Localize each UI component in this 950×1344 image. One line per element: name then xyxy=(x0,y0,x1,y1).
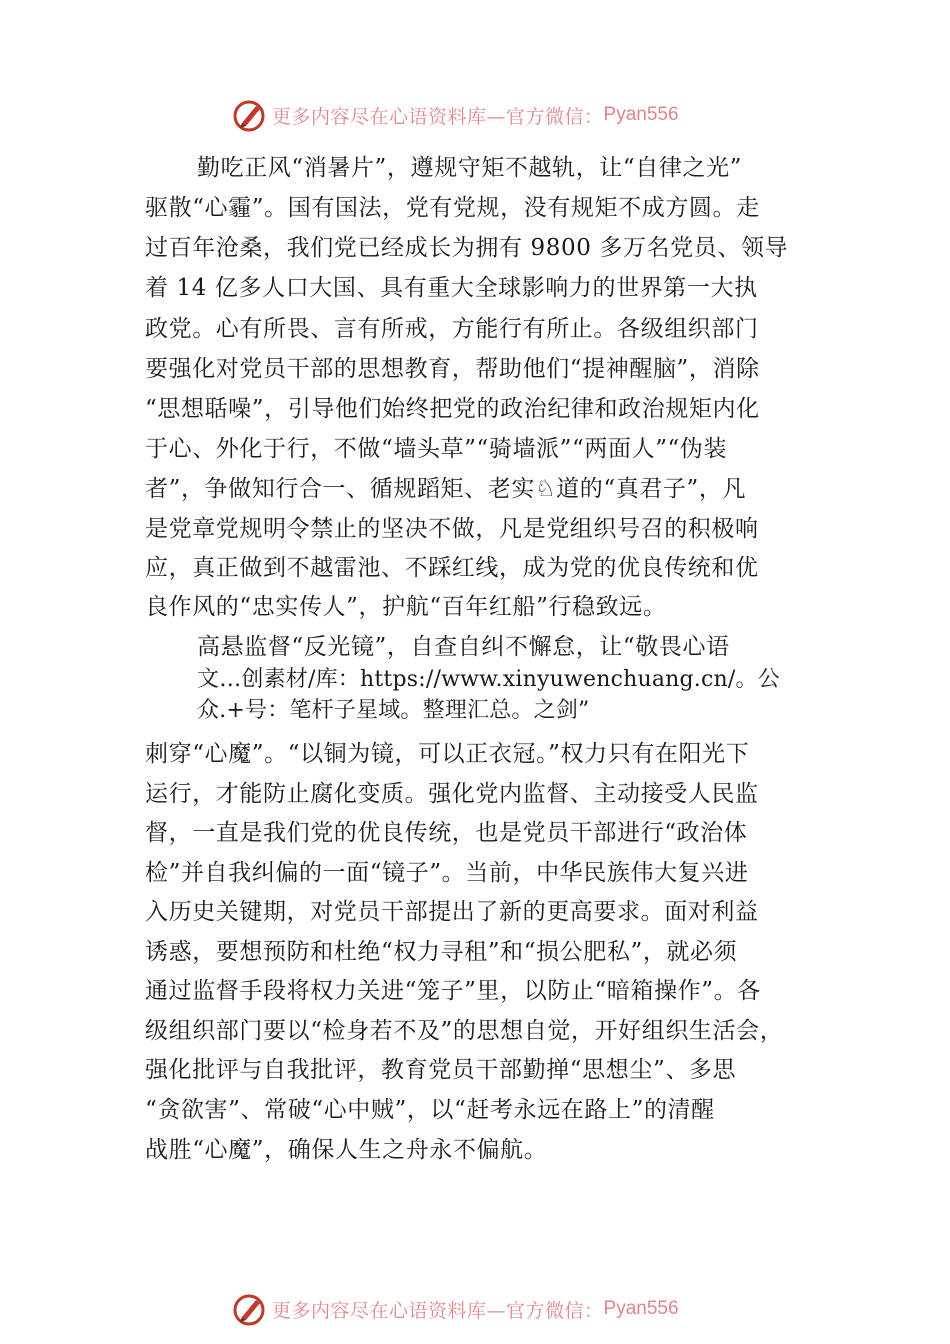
body-line: 者”，争做知行合一、循规蹈矩、老实♘道的“真君子”，凡 xyxy=(145,476,747,502)
body-line: 良作风的“忠实传人”，护航“百年红船”行稳致远。 xyxy=(145,594,667,620)
body-line: 应，真正做到不越雷池、不踩红线，成为党的优良传统和优 xyxy=(145,555,759,581)
body-line: 检”并自我纠偏的一面“镜子”。当前，中华民族伟大复兴进 xyxy=(145,860,749,886)
pen-seal-icon xyxy=(232,1291,268,1327)
footer-account: Pyan556 xyxy=(603,1298,679,1319)
page-header xyxy=(232,97,679,133)
body-line: 强化批评与自我批评，教育党员干部勤掸“思想尘”、多思 xyxy=(145,1057,737,1083)
body-line: “贪欲害”、常破“心中贼”，以“赶考永远在路上”的清醒 xyxy=(145,1097,715,1123)
body-line: 通过监督手段将权力关进“笼子”里，以防止“暗箱操作”。各 xyxy=(145,978,761,1004)
body-line: 级组织部门要以“检身若不及”的思想自觉，开好组织生活会， xyxy=(145,1018,784,1044)
body-line: 战胜“心魔”，确保人生之舟永不偏航。 xyxy=(145,1137,548,1163)
body-line: 是党章党规明令禁止的坚决不做，凡是党组织号召的积极响 xyxy=(145,516,759,542)
footer-text: 更多内容尽在心语资料库—官方微信： xyxy=(272,1299,604,1322)
pen-seal-icon xyxy=(232,97,268,133)
header-account: Pyan556 xyxy=(603,104,679,125)
body-line: 督，一直是我们党的优良传统，也是党员干部进行“政治体 xyxy=(145,820,748,846)
body-line: 过百年沧桑，我们党已经成长为拥有 9800 多万名党员、领导 xyxy=(145,235,789,261)
body-line: 政党。心有所畏、言有所戒，方能行有所止。各级组织部门 xyxy=(145,316,759,342)
header-text: 更多内容尽在心语资料库—官方微信： xyxy=(272,105,604,128)
page-footer xyxy=(232,1291,679,1327)
body-line: 高悬监督“反光镜”，自查自纠不懈怠，让“敬畏心语 xyxy=(197,634,730,660)
body-line: 刺穿“心魔”。“以铜为镜，可以正衣冠。”权力只有在阳光下 xyxy=(145,741,750,767)
body-line: 于心、外化于行，不做“墙头草”“骑墙派”“两面人”“伪装 xyxy=(145,436,728,462)
body-line: 诱惑，要想预防和杜绝“权力寻租”和“损公肥私”，就必须 xyxy=(145,939,738,965)
body-line: 要强化对党员干部的思想教育，帮助他们“提神醒脑”，消除 xyxy=(145,356,760,382)
body-line: “思想聒噪”，引导他们始终把党的政治纪律和政治规矩内化 xyxy=(145,396,760,422)
body-line: 勤吃正风“消暑片”，遵规守矩不越轨，让“自律之光” xyxy=(197,155,743,181)
body-line: 入历史关键期，对党员干部提出了新的更高要求。面对利益 xyxy=(145,899,759,925)
body-line: 驱散“心霾”。国有国法，党有党规，没有规矩不成方圆。走 xyxy=(145,195,760,221)
watermark-line: 文…创素材/库：https://www.xinyuwenchuang.cn/。公 xyxy=(197,667,780,692)
watermark-line: 众.+号：笔杆子星域。整理汇总。之剑” xyxy=(197,698,590,723)
body-line: 着 14 亿多人口大国、具有重大全球影响力的世界第一大执 xyxy=(145,275,758,301)
body-line: 运行，才能防止腐化变质。强化党内监督、主动接受人民监 xyxy=(145,781,759,807)
